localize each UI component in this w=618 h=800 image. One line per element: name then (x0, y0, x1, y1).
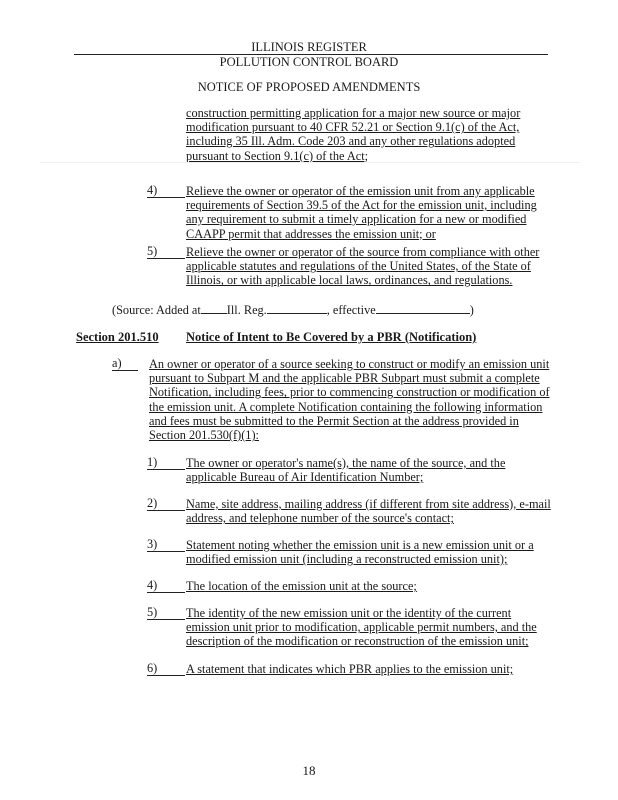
page-number: 18 (302, 763, 316, 778)
paragraph-label: a) (112, 357, 138, 371)
item-number: 3) (147, 538, 185, 552)
item-number: 6) (147, 662, 185, 676)
item-number: 5) (147, 606, 185, 620)
header-board: POLLUTION CONTROL BOARD (219, 55, 399, 69)
item-text: Name, site address, mailing address (if different from site address), e-mail address, and telephone number of the source's contact; (186, 497, 551, 526)
item-number: 4) (147, 579, 185, 593)
item-number: 2) (147, 497, 185, 511)
item-text: The identity of the new emission unit or the identity of the current emission unit prior to modification, applicable permit numbers, and the description of the modification or reconstruction of the emission unit; (186, 606, 537, 649)
item-text: The owner or operator's name(s), the name of the source, and the applicable Bureau of Air Identification Number; (186, 456, 506, 485)
item-number: 4) (147, 184, 185, 198)
scan-artifact-line (40, 162, 580, 163)
item-text: A statement that indicates which PBR applies to the emission unit; (186, 662, 514, 676)
paragraph-text: An owner or operator of a source seeking to construct or modify an emission unit pursuant to Subpart M and the applicable PBR Subpart must submit a complete Notification, including fees, prior to commencing construction or modification of the emission unit. A complete Notification containing the following information and fees must be submitted to the Permit Section at the address provided in Section 201.530(f)(1): (149, 357, 550, 443)
section-title: Notice of Intent to Be Covered by a PBR (Notification) (186, 330, 477, 344)
item-text: Relieve the owner or operator of the source from compliance with other applicable statutes and regulations of the United States, of the State of Illinois, or with applicable local laws, ordinances, and regulations. (186, 245, 540, 288)
continuation-text: construction permitting application for a major new source or major modification pursuant to 40 CFR 52.21 or Section 9.1(c) of the Act, including 35 Ill. Adm. Code 203 and any other regulations adopted pursuant to Section 9.1(c) of the Act; (186, 106, 521, 163)
section-number: Section 201.510 (76, 330, 159, 344)
header-notice: NOTICE OF PROPOSED AMENDMENTS (197, 80, 421, 94)
item-text: The location of the emission unit at the source; (186, 579, 417, 593)
item-text: Statement noting whether the emission unit is a new emission unit or a modified emission unit (including a reconstructed emission unit); (186, 538, 534, 567)
item-number: 1) (147, 456, 185, 470)
item-number: 5) (147, 245, 185, 259)
item-text: Relieve the owner or operator of the emission unit from any applicable requirements of Section 39.5 of the Act for the emission unit, including any requirement to submit a timely application for a new or modified CAAPP permit that addresses the emission unit; or (186, 184, 537, 241)
header-agency: ILLINOIS REGISTER (251, 40, 367, 54)
source-note: (Source: Added at Ill. Reg. , effective ) (112, 303, 474, 317)
